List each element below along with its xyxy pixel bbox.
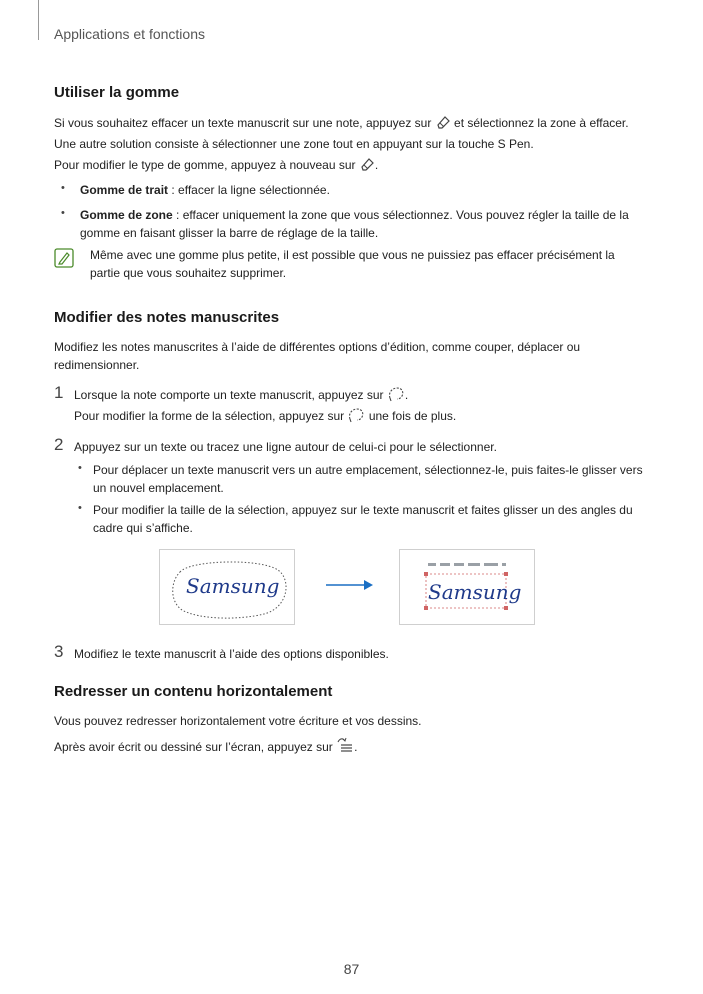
text: une fois de plus. <box>368 409 457 423</box>
figure-before <box>159 549 295 625</box>
lasso-icon <box>347 407 365 428</box>
step-1-text <box>74 386 646 428</box>
eraser-paragraph-1 <box>54 114 644 153</box>
step-2-bullet: Pour modifier la taille de la sélection, appuyez sur le texte manuscrit et faites glisser un des angles du cadre qui s’affiche. <box>93 503 633 535</box>
lasso-icon <box>387 386 405 407</box>
straighten-paragraph-2 <box>54 736 644 759</box>
section-heading-eraser: Utiliser la gomme <box>54 84 180 101</box>
text: . <box>374 158 379 172</box>
figure-after <box>399 549 535 625</box>
bullet-item <box>80 181 646 199</box>
step-number: 3 <box>54 642 64 661</box>
text: Pour modifier la forme de la sélection, appuyez sur <box>74 409 345 423</box>
bullet-text: : effacer uniquement la zone que vous sélectionnez. Vous pouvez régler la taille de la gomme en faisant glisser la barre de réglage de la taille. <box>80 208 629 240</box>
step-2-bullet: Pour déplacer un texte manuscrit vers un autre emplacement, sélectionnez-le, puis faites-le glisser vers un nouvel emplacement. <box>93 463 643 495</box>
bullet-term: Gomme de trait <box>80 183 169 197</box>
eraser-paragraph-2 <box>54 156 644 177</box>
step-number: 2 <box>54 435 64 454</box>
note-text: Même avec une gomme plus petite, il est possible que vous ne puissiez pas effacer précisément la partie que vous souhaitez supprimer. <box>90 248 615 280</box>
bullet-dot: • <box>78 462 82 474</box>
bullet-item <box>80 206 646 242</box>
header-rule <box>38 0 39 40</box>
text: . <box>354 740 358 754</box>
section-heading-edit-handwriting: Modifier des notes manuscrites <box>54 309 280 326</box>
handwriting-text: Samsung <box>428 580 522 604</box>
section-heading-straighten: Redresser un contenu horizontalement <box>54 683 333 700</box>
arrow-right-icon <box>326 578 374 597</box>
text: . <box>404 388 409 402</box>
text: Si vous souhaitez effacer un texte manuscrit sur une note, appuyez sur <box>54 116 432 130</box>
text: Lorsque la note comporte un texte manuscrit, appuyez sur <box>74 388 384 402</box>
edit-intro: Modifiez les notes manuscrites à l’aide de différentes options d’édition, comme couper, déplacer ou redimensionner. <box>54 340 581 372</box>
bullet-dot: • <box>61 207 65 219</box>
note-icon <box>54 248 74 273</box>
page-number: 87 <box>343 961 360 977</box>
text: Une autre solution consiste à sélectionner une zone tout en appuyant sur la touche S Pen. <box>54 137 534 151</box>
straighten-paragraph-1: Vous pouvez redresser horizontalement votre écriture et vos dessins. <box>54 714 422 728</box>
handwriting-text: Samsung <box>186 574 280 598</box>
bullet-text: : effacer la ligne sélectionnée. <box>168 183 330 197</box>
text: Après avoir écrit ou dessiné sur l’écran, appuyez sur <box>54 740 333 754</box>
eraser-icon <box>359 156 375 177</box>
text: Pour modifier le type de gomme, appuyez à nouveau sur <box>54 158 356 172</box>
text: et sélectionnez la zone à effacer. <box>454 116 629 130</box>
step-3-text: Modifiez le texte manuscrit à l’aide des options disponibles. <box>74 647 389 661</box>
straighten-icon <box>336 736 354 759</box>
page-header-title: Applications et fonctions <box>54 26 205 42</box>
eraser-icon <box>435 114 451 135</box>
bullet-dot: • <box>61 182 65 194</box>
bullet-term: Gomme de zone <box>80 208 173 222</box>
step-2-text: Appuyez sur un texte ou tracez une ligne autour de celui-ci pour le sélectionner. <box>74 440 497 454</box>
bullet-dot: • <box>78 502 82 514</box>
step-number: 1 <box>54 383 64 402</box>
